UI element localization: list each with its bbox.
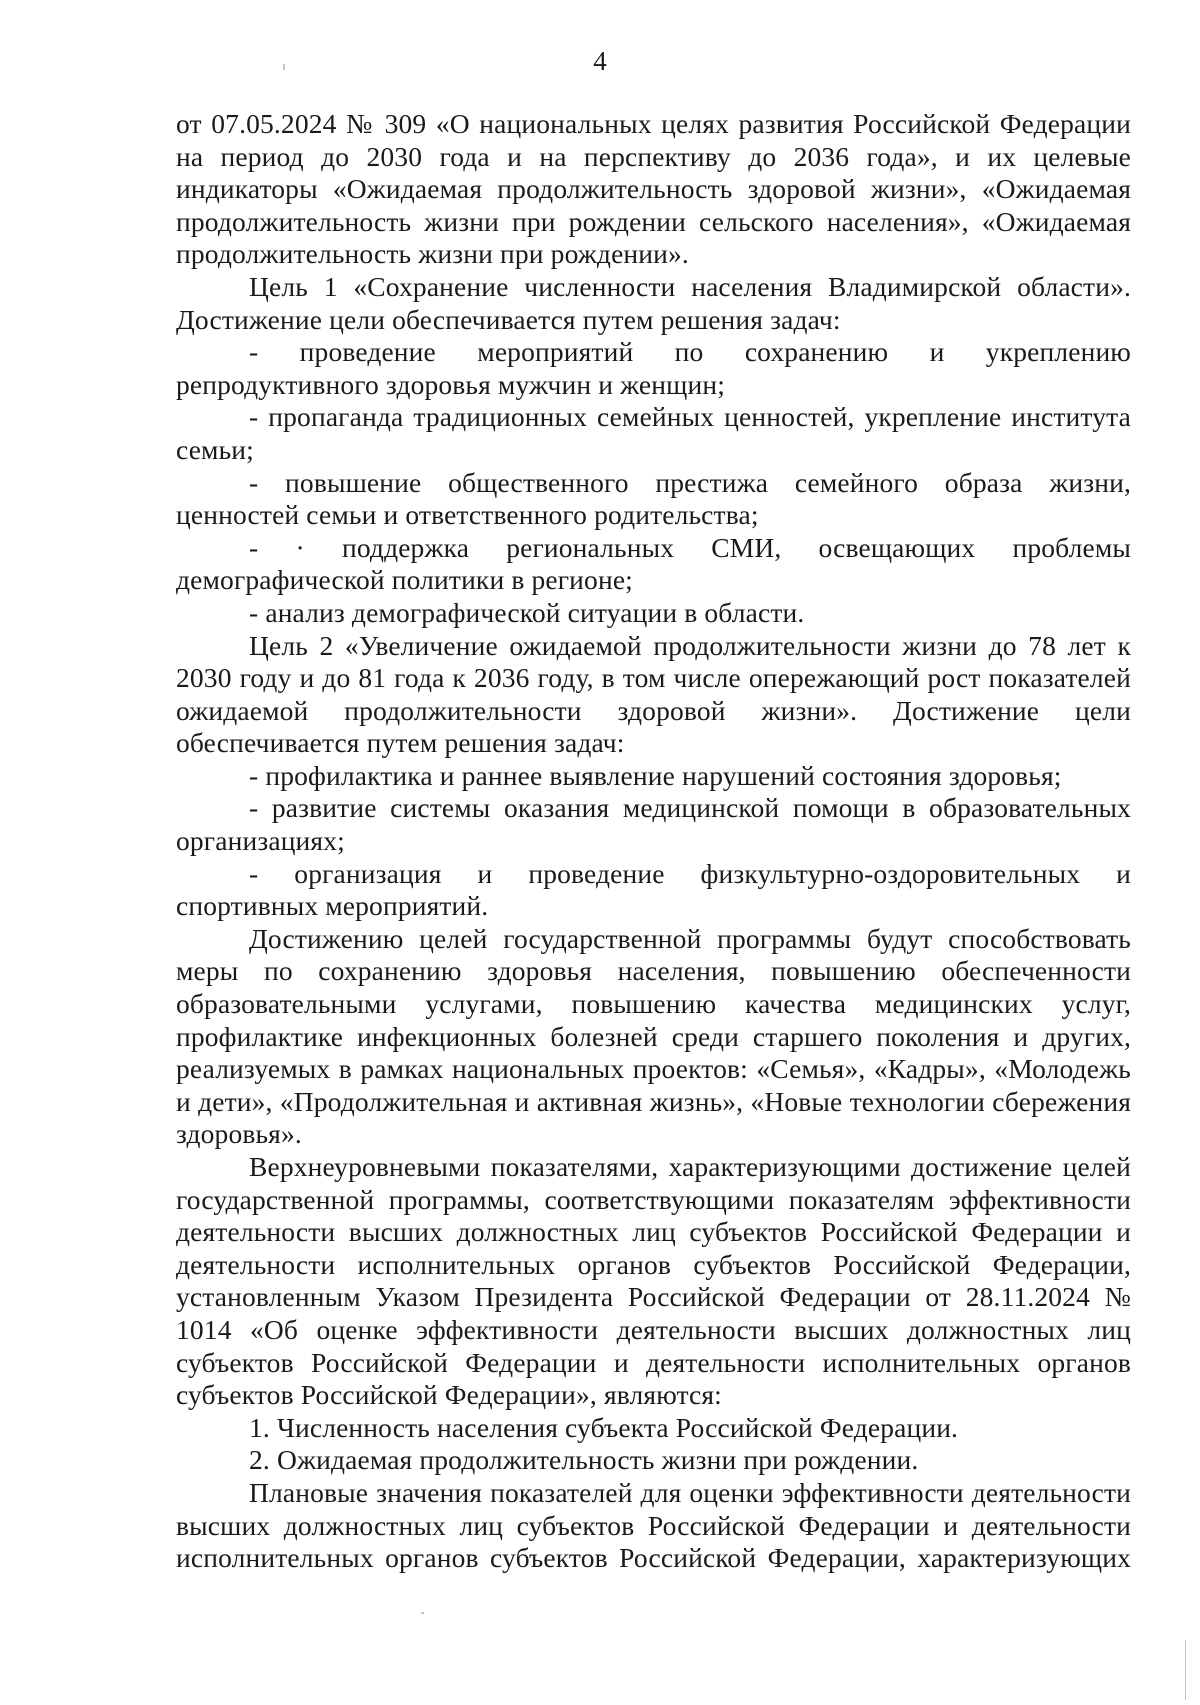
page-number: 4 — [593, 46, 607, 76]
list-item-task-demographic-analysis: - анализ демографической ситуации в области. — [249, 596, 805, 628]
list-item-task-sports-events: - организация и проведение физкультурно-оздоровительных и спортивных мероприятий. — [176, 857, 1131, 922]
paragraph-planned-values: Плановые значения показателей для оценки эффективности деятельности высших должностных лиц субъектов Российской Федерации и деятельности исполнительных органов субъектов Российской Федерации, характеризующих — [176, 1476, 1131, 1574]
list-item-task-regional-media: - · поддержка региональных СМИ, освещающих проблемы демографической политики в регионе; — [176, 531, 1131, 596]
scan-speck — [421, 1612, 424, 1614]
paragraph-national-goals-decree: от 07.05.2024 № 309 «О национальных целях развития Российской Федерации на период до 2030 года и на перспективу до 2036 года», и их целевые индикаторы «Ожидаемая продолжительность здоровой жизни», «Ожидаемая продолжительность жизни при рождении сельского населения», «Ожидаемая продолжительность жизни при рождении». — [176, 108, 1131, 270]
list-item-task-reproductive-health: - проведение мероприятий по сохранению и укреплению репродуктивного здоровья мужчин и женщин; — [176, 336, 1131, 400]
list-item-task-prevention: - профилактика и раннее выявление нарушений состояния здоровья; — [249, 759, 1062, 791]
document-body — [176, 108, 1131, 1575]
paragraph-goal-2: Цель 2 «Увеличение ожидаемой продолжительности жизни до 78 лет к 2030 году и до 81 года к 2036 году, в том числе опережающий рост показателей ожидаемой продолжительности здоровой жизни». Достижение цели обеспечивается путем решения задач: — [176, 629, 1131, 759]
paragraph-national-projects: Достижению целей государственной программы будут способствовать меры по сохранению здоровья населения, повышению обеспеченности образовательными услугами, повышению качества медицинских услуг, профилактике инфекционных болезней среди старшего поколения и других, реализуемых в рамках национальных проектов: «Семья», «Кадры», «Молодежь и дети», «Продолжительная и активная жизнь», «Новые технологии сбережения здоровья». — [176, 922, 1131, 1150]
paragraph-goal-1: Цель 1 «Сохранение численности населения Владимирской области». Достижение цели обеспечивается путем решения задач: — [176, 270, 1131, 335]
paragraph-top-level-indicators: Верхнеуровневыми показателями, характеризующими достижение целей государственной программы, соответствующими показателям эффективности деятельности высших должностных лиц субъектов Российской Федерации и деятельности исполнительных органов субъектов Российской Федерации, установленным Указом Президента Российской Федерации от 28.11.2024 № 1014 «Об оценке эффективности деятельности высших должностных лиц субъектов Российской Федерации и деятельности исполнительных органов субъектов Российской Федерации», являются: — [176, 1151, 1131, 1411]
list-item-task-family-values: - пропаганда традиционных семейных ценностей, укрепление института семьи; — [176, 401, 1131, 465]
list-item-task-medical-care-schools: - развитие системы оказания медицинской помощи в образовательных организациях; — [176, 792, 1131, 857]
scan-speck — [283, 64, 285, 70]
list-item-indicator-life-expectancy: 2. Ожидаемая продолжительность жизни при рождении. — [249, 1444, 919, 1476]
list-item-task-family-prestige: - повышение общественного престижа семейного образа жизни, ценностей семьи и ответственного родительства; — [176, 466, 1131, 531]
list-item-indicator-population: 1. Численность населения субъекта Российской Федерации. — [249, 1411, 959, 1443]
scan-edge-mark — [1185, 1640, 1186, 1700]
